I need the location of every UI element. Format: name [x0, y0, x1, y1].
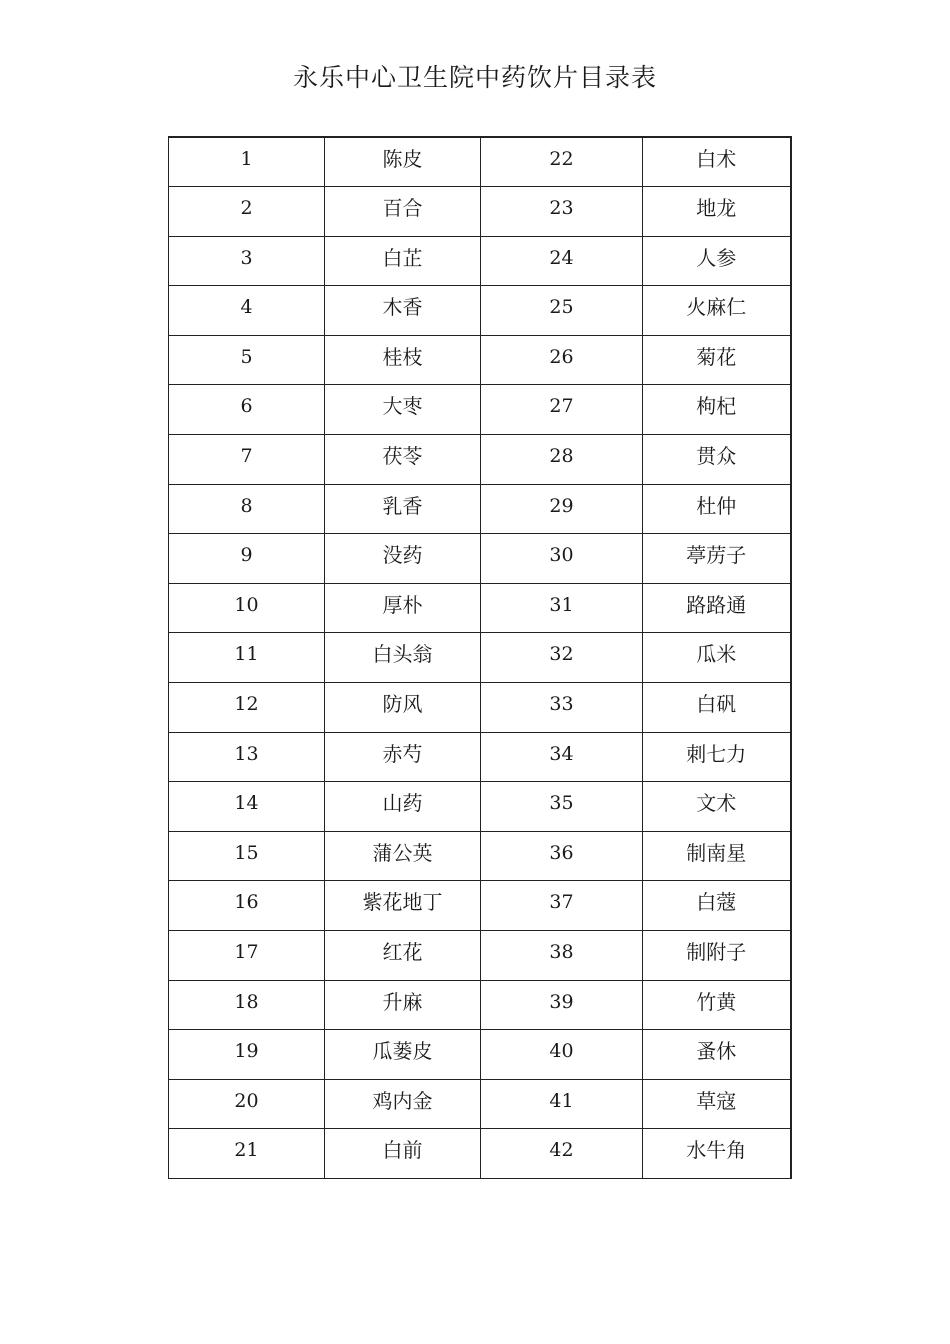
herb-name: 山药 [325, 782, 481, 832]
herb-name: 茯苓 [325, 435, 481, 485]
item-number: 28 [481, 435, 643, 485]
item-number: 36 [481, 831, 643, 881]
item-number: 31 [481, 583, 643, 633]
herb-name: 水牛角 [643, 1129, 791, 1179]
herb-name: 红花 [325, 931, 481, 981]
item-number: 13 [169, 732, 325, 782]
table-row [169, 1030, 791, 1080]
herb-name: 刺七力 [643, 732, 791, 782]
herb-name: 草寇 [643, 1079, 791, 1129]
herb-name: 白矾 [643, 683, 791, 733]
item-number: 9 [169, 534, 325, 584]
item-number: 11 [169, 633, 325, 683]
table-row [169, 782, 791, 832]
herb-name: 瓜米 [643, 633, 791, 683]
herb-name: 瓜蒌皮 [325, 1030, 481, 1080]
table-row [169, 980, 791, 1030]
table-row [169, 187, 791, 237]
table-row [169, 484, 791, 534]
table-row [169, 683, 791, 733]
item-number: 42 [481, 1129, 643, 1179]
herb-name: 大枣 [325, 385, 481, 435]
herb-name: 竹黄 [643, 980, 791, 1030]
item-number: 24 [481, 236, 643, 286]
table-row [169, 137, 791, 187]
table-row [169, 534, 791, 584]
item-number: 21 [169, 1129, 325, 1179]
herb-name: 白芷 [325, 236, 481, 286]
table-row [169, 583, 791, 633]
herb-name: 陈皮 [325, 137, 481, 187]
item-number: 33 [481, 683, 643, 733]
herb-name: 白头翁 [325, 633, 481, 683]
herb-name: 火麻仁 [643, 286, 791, 336]
table-row [169, 931, 791, 981]
herb-name: 蒲公英 [325, 831, 481, 881]
herb-name: 葶苈子 [643, 534, 791, 584]
herb-name: 白蔻 [643, 881, 791, 931]
item-number: 23 [481, 187, 643, 237]
page-title: 永乐中心卫生院中药饮片目录表 [292, 63, 657, 92]
item-number: 39 [481, 980, 643, 1030]
item-number: 40 [481, 1030, 643, 1080]
item-number: 30 [481, 534, 643, 584]
item-number: 7 [169, 435, 325, 485]
herb-catalog-body [169, 137, 791, 1178]
table-row [169, 435, 791, 485]
herb-name: 厚朴 [325, 583, 481, 633]
item-number: 25 [481, 286, 643, 336]
herb-name: 木香 [325, 286, 481, 336]
item-number: 41 [481, 1079, 643, 1129]
herb-name: 菊花 [643, 335, 791, 385]
item-number: 18 [169, 980, 325, 1030]
item-number: 15 [169, 831, 325, 881]
item-number: 12 [169, 683, 325, 733]
herb-name: 贯众 [643, 435, 791, 485]
table-row [169, 1129, 791, 1179]
item-number: 16 [169, 881, 325, 931]
item-number: 17 [169, 931, 325, 981]
item-number: 6 [169, 385, 325, 435]
item-number: 2 [169, 187, 325, 237]
herb-name: 地龙 [643, 187, 791, 237]
herb-name: 白前 [325, 1129, 481, 1179]
herb-name: 桂枝 [325, 335, 481, 385]
herb-name: 杜仲 [643, 484, 791, 534]
item-number: 27 [481, 385, 643, 435]
table-row [169, 831, 791, 881]
herb-name: 升麻 [325, 980, 481, 1030]
item-number: 34 [481, 732, 643, 782]
herb-name: 百合 [325, 187, 481, 237]
herb-name: 白术 [643, 137, 791, 187]
item-number: 8 [169, 484, 325, 534]
item-number: 26 [481, 335, 643, 385]
herb-name: 路路通 [643, 583, 791, 633]
herb-name: 鸡内金 [325, 1079, 481, 1129]
item-number: 32 [481, 633, 643, 683]
herb-name: 防风 [325, 683, 481, 733]
herb-name: 赤芍 [325, 732, 481, 782]
item-number: 20 [169, 1079, 325, 1129]
item-number: 14 [169, 782, 325, 832]
herb-catalog-table [168, 136, 792, 1179]
herb-name: 紫花地丁 [325, 881, 481, 931]
herb-name: 人参 [643, 236, 791, 286]
item-number: 38 [481, 931, 643, 981]
item-number: 29 [481, 484, 643, 534]
herb-name: 没药 [325, 534, 481, 584]
table-row [169, 335, 791, 385]
item-number: 19 [169, 1030, 325, 1080]
item-number: 3 [169, 236, 325, 286]
item-number: 22 [481, 137, 643, 187]
table-row [169, 732, 791, 782]
table-row [169, 385, 791, 435]
item-number: 5 [169, 335, 325, 385]
herb-name: 制附子 [643, 931, 791, 981]
table-row [169, 286, 791, 336]
herb-name: 乳香 [325, 484, 481, 534]
item-number: 4 [169, 286, 325, 336]
item-number: 35 [481, 782, 643, 832]
item-number: 10 [169, 583, 325, 633]
table-row [169, 881, 791, 931]
table-row [169, 633, 791, 683]
herb-name: 蚤休 [643, 1030, 791, 1080]
table-row [169, 1079, 791, 1129]
table-row [169, 236, 791, 286]
herb-name: 文术 [643, 782, 791, 832]
item-number: 37 [481, 881, 643, 931]
item-number: 1 [169, 137, 325, 187]
herb-name: 制南星 [643, 831, 791, 881]
herb-name: 枸杞 [643, 385, 791, 435]
